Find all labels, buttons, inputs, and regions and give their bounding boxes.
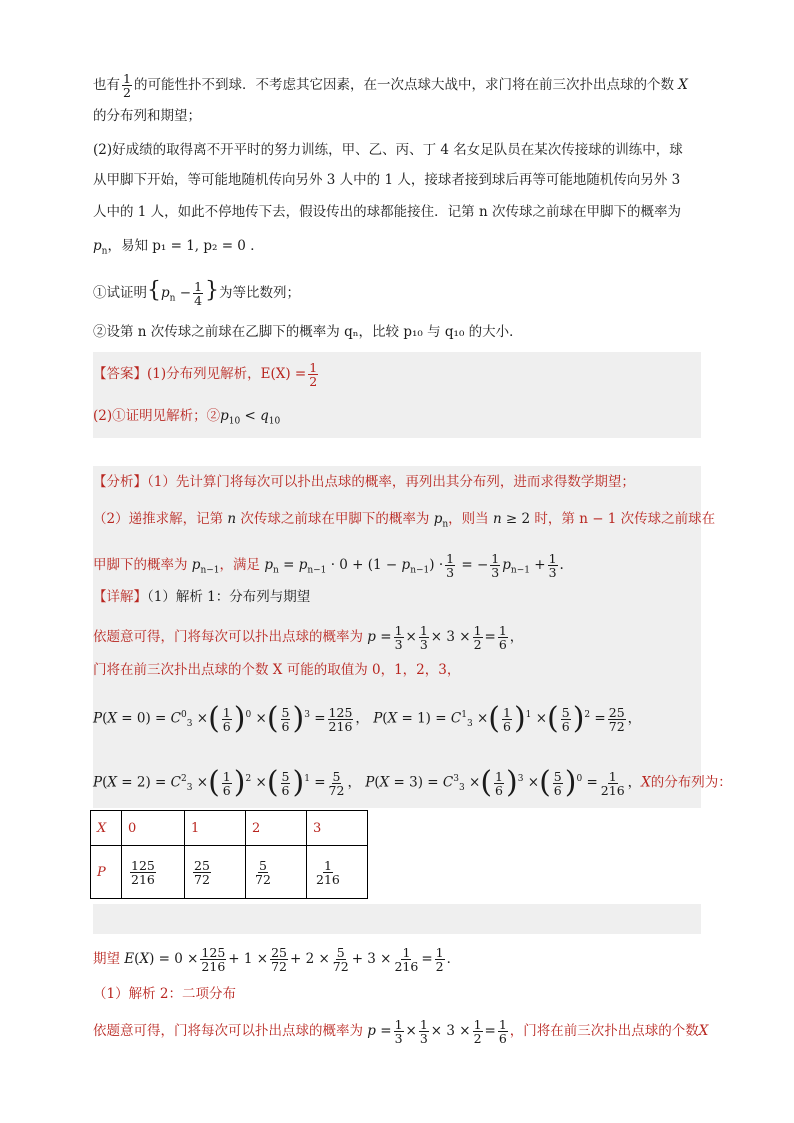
table-cell: 2 (246, 811, 307, 846)
analysis-line-3: 甲脚下的概率为 $p_{n-1}$，满足 $p_n = p_{n-1} \cdot 0 + (1 - p_{n-1})$ · $\frac{1}{3}$ = − $\frac{1}{3}$ $p_{n-1}$ + $\frac{1}{3}$ . (93, 551, 564, 580)
answer-line-1: 【答案】(1)分布列见解析，E(X) = $\frac{1}{2}$ (93, 360, 318, 389)
table-header-x: X (91, 811, 122, 846)
problem-line-6: $p_n$，易知 p₁ = 1, p₂ = 0 ． (93, 238, 264, 257)
detail-line-1: 【详解】（1）解析 1：分布列与期望 (93, 589, 311, 605)
problem-line-5: 人中的 1 人，如此不停地传下去，假设传出的球都能接住．记第 n 次传球之前球在甲脚下的概率为 (93, 204, 681, 220)
analysis-line-1: 【分析】（1）先计算门将每次可以扑出点球的概率，再列出其分布列，进而求得数学期望； (93, 474, 635, 490)
analysis-line-2: （2）递推求解，记第 n 次传球之前球在甲脚下的概率为 $p_n$，则当 n ≥ 2 时，第 n − 1 次传球之前球在 (93, 511, 716, 530)
table-cell: $\frac{5}{72}$ (246, 846, 307, 899)
detail-line-3: 门将在前三次扑出点球的个数 X 可能的取值为 0，1，2，3， (93, 662, 461, 678)
table-row (91, 811, 368, 846)
problem-line-4: 从甲脚下开始，等可能地随机传向另外 3 人中的 1 人，接球者接到球后再等可能地随机传向另外 3 (93, 172, 681, 188)
table-header-p: P (91, 846, 122, 899)
table-cell: $\frac{25}{72}$ (185, 846, 246, 899)
table-band (93, 904, 701, 934)
expectation-line: 期望 E(X) = 0 × $\frac{125}{216}$ + 1 × $\frac{25}{72}$ + 2 × $\frac{5}{72}$ + 3 × $\frac{1}{216}$ = $\frac{1}{2}$ ． (93, 945, 461, 974)
problem-line-1: 也有 $\frac{1}{2}$ 的可能性扑不到球．不考虑其它因素，在一次点球大战中，求门将在前三次扑出点球的个数 X (93, 71, 688, 100)
detail-line-8: （1）解析 2：二项分布 (93, 986, 236, 1002)
problem-line-3: (2)好成绩的取得离不开平时的努力训练，甲、乙、丙、丁 4 名女足队员在某次传接球的训练中，球 (93, 142, 683, 158)
problem-line-8: ②设第 n 次传球之前球在乙脚下的概率为 qₙ，比较 p₁₀ 与 q₁₀ 的大小． (93, 324, 523, 340)
table-row (91, 846, 368, 899)
problem-line-2: 的分布列和期望； (93, 108, 201, 124)
table-cell: 1 (185, 811, 246, 846)
table-cell: $\frac{1}{216}$ (307, 846, 368, 899)
problem-line-7: ①试证明{$p_n$ − $\frac{1}{4}$ }为等比数列； (93, 278, 301, 308)
detail-line-9: 依题意可得，门将每次可以扑出点球的概率为 p = $\frac{1}{3}$ × $\frac{1}{3}$ × 3 × $\frac{1}{2}$ = $\frac{1}{6}$ ，门将在前三次扑出点球的个数X (93, 1017, 709, 1046)
answer-line-2: (2)①证明见解析；$②p_{10} < q_{10}$ (93, 408, 281, 427)
detail-line-4: $P(X = 0) = C^0_3$ × ( $\frac{1}{6}$ ) $^0$ × ( $\frac{5}{6}$ ) $^3$ = $\frac{125}{216}$ ， $P(X = 1) = C^1_3$ × ( $\frac{1}{6}$ ) $^1$ × ( $\frac{5}{6}$ ) $^2$ = $\frac{25}{72}$ ， (93, 701, 642, 736)
detail-line-2: 依题意可得，门将每次可以扑出点球的概率为 p = $\frac{1}{3}$ × $\frac{1}{3}$ × 3 × $\frac{1}{2}$ = $\frac{1}{6}$ ， (93, 623, 524, 652)
table-cell: $\frac{125}{216}$ (122, 846, 185, 899)
table-cell: 3 (307, 811, 368, 846)
detail-line-5: $P(X = 2) = C^2_3$ × ( $\frac{1}{6}$ ) $^2$ × ( $\frac{5}{6}$ ) $^1$ = $\frac{5}{72}$ ， $P(X = 3) = C^3_3$ × ( $\frac{1}{6}$ ) $^3$ × ( $\frac{5}{6}$ ) $^0$ = $\frac{1}{216}$ ，X的分布列为： (93, 765, 732, 800)
distribution-table (90, 810, 368, 899)
table-cell: 0 (122, 811, 185, 846)
